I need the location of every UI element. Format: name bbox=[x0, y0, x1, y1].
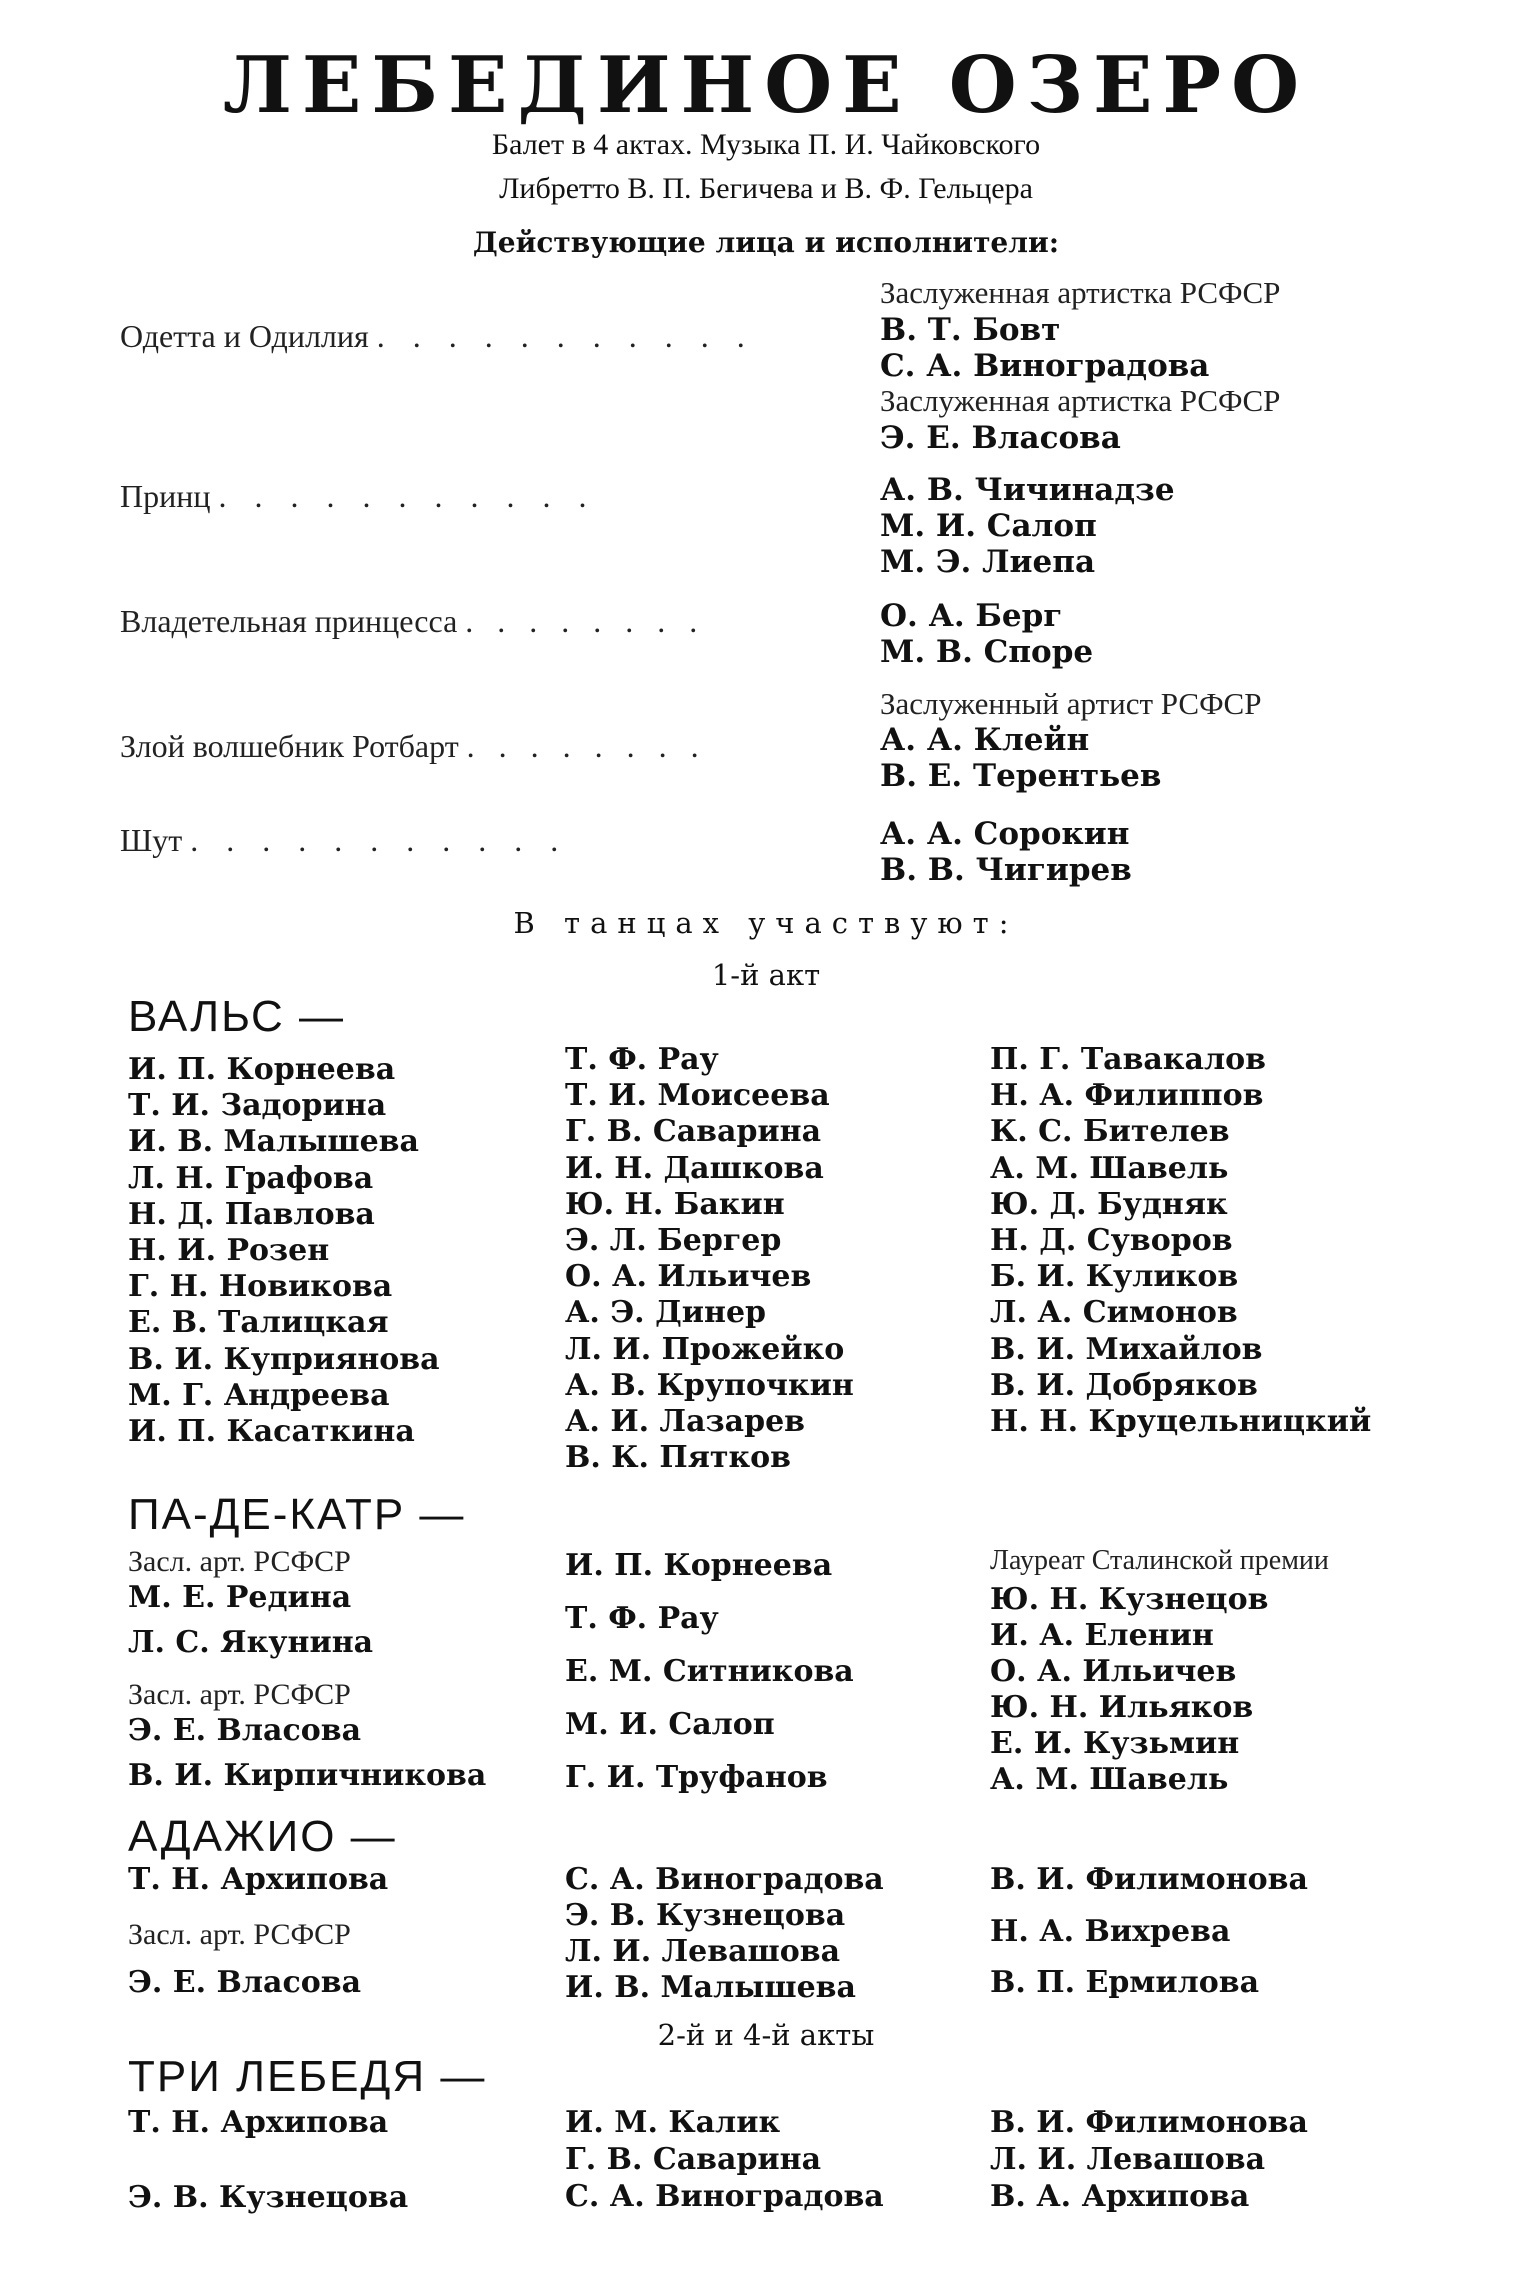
leader-dots: . . . . . . . . . . . bbox=[218, 478, 597, 514]
dancer: Е. И. Кузьмин bbox=[990, 1726, 1240, 1761]
performer: М. И. Салоп bbox=[880, 508, 1097, 544]
cast-heading: Действующие лица и исполнители: bbox=[472, 226, 1060, 259]
dance-title: ВАЛЬС — bbox=[128, 992, 345, 1041]
dancer: С. А. Виноградова bbox=[565, 2179, 884, 2214]
dancer: Т. И. Задорина bbox=[128, 1088, 387, 1124]
dancer: Ю. Н. Кузнецов bbox=[990, 1582, 1269, 1617]
dance-title: ТРИ ЛЕБЕДЯ — bbox=[128, 2052, 487, 2101]
subtitle-libretto: Либретто В. П. Бегичева и В. Ф. Гельцера bbox=[499, 172, 1033, 205]
dancer: И. П. Корнеева bbox=[565, 1548, 833, 1583]
performer: В. Е. Терентьев bbox=[880, 758, 1162, 794]
dancer: И. В. Малышева bbox=[128, 1124, 419, 1160]
dancer: Т. Ф. Рау bbox=[565, 1042, 719, 1077]
dancer: В. И. Михайлов bbox=[990, 1331, 1263, 1367]
performer: О. А. Берг bbox=[880, 598, 1063, 634]
performer: М. В. Споре bbox=[880, 634, 1094, 670]
dancer: И. М. Калик bbox=[565, 2105, 781, 2140]
dancer: А. М. Шавель bbox=[990, 1762, 1229, 1797]
subtitle-music: Балет в 4 актах. Музыка П. И. Чайковского bbox=[491, 128, 1041, 161]
dancer: Н. Д. Павлова bbox=[128, 1196, 375, 1232]
dancer: Ю. Д. Будняк bbox=[990, 1186, 1228, 1222]
dancer: Т. И. Моисеева bbox=[565, 1078, 830, 1114]
dancer: Э. В. Кузнецова bbox=[128, 2180, 409, 2215]
dancer: К. С. Бителев bbox=[990, 1114, 1230, 1150]
dancer: А. И. Лазарев bbox=[565, 1404, 806, 1439]
dancer: Н. Д. Суворов bbox=[990, 1223, 1233, 1258]
act-heading: 1-й акт bbox=[711, 958, 821, 992]
dancer: Т. Н. Архипова bbox=[128, 1862, 389, 1897]
dancer: С. А. Виноградова bbox=[565, 1862, 884, 1897]
performer: Э. Е. Власова bbox=[880, 420, 1121, 456]
dancer: А. Э. Динер bbox=[565, 1295, 767, 1331]
dance-title: АДАЖИО — bbox=[128, 1812, 397, 1861]
performer: С. А. Виноградова bbox=[880, 348, 1210, 384]
dancer: Н. А. Филиппов bbox=[990, 1078, 1264, 1114]
performer: В. Т. Бовт bbox=[880, 312, 1061, 348]
role-name: Шут bbox=[120, 822, 183, 858]
dancer: Г. В. Саварина bbox=[565, 2142, 822, 2177]
dancer: П. Г. Тавакалов bbox=[990, 1042, 1266, 1077]
role-rotbart bbox=[120, 728, 707, 765]
dancer: Г. И. Труфанов bbox=[565, 1760, 828, 1795]
dancer: Т. Ф. Рау bbox=[565, 1601, 719, 1636]
dancer: И. В. Малышева bbox=[565, 1970, 856, 2005]
dancer: О. А. Ильичев bbox=[565, 1259, 812, 1295]
dancer: М. Г. Андреева bbox=[128, 1377, 390, 1413]
dancer: Н. Н. Круцельницкий bbox=[990, 1404, 1372, 1439]
dancer: И. П. Касаткина bbox=[128, 1414, 415, 1449]
role-prince bbox=[120, 478, 596, 515]
dancer: В. А. Архипова bbox=[990, 2179, 1250, 2214]
dancer: Т. Н. Архипова bbox=[128, 2105, 389, 2140]
dancer: М. Е. Редина bbox=[128, 1580, 352, 1615]
dance-title: ПА-ДЕ-КАТР — bbox=[128, 1490, 466, 1539]
dancer: Л. И. Левашова bbox=[990, 2142, 1266, 2177]
role-name: Одетта и Одиллия bbox=[120, 318, 369, 354]
dancer: В. И. Кирпичникова bbox=[128, 1758, 487, 1793]
dancer: А. В. Крупочкин bbox=[565, 1367, 854, 1403]
honor-title: Лауреат Сталинской премии bbox=[990, 1545, 1329, 1576]
dancer: В. И. Куприянова bbox=[128, 1341, 440, 1377]
role-jester bbox=[120, 822, 568, 859]
dancer: Э. В. Кузнецова bbox=[565, 1898, 846, 1933]
honor-title: Засл. арт. РСФСР bbox=[128, 1918, 351, 1951]
dancer: И. Н. Дашкова bbox=[565, 1150, 824, 1186]
honor-title: Засл. арт. РСФСР bbox=[128, 1678, 351, 1711]
leader-dots: . . . . . . . . bbox=[466, 728, 707, 764]
dancer: М. И. Салоп bbox=[565, 1707, 775, 1742]
dancer: Ю. Н. Бакин bbox=[565, 1186, 785, 1222]
leader-dots: . . . . . . . . bbox=[465, 603, 706, 639]
performer: В. В. Чигирев bbox=[880, 852, 1132, 888]
performer: А. А. Сорокин bbox=[880, 816, 1130, 852]
performer: М. Э. Лиепа bbox=[880, 544, 1096, 580]
dancer: Л. И. Левашова bbox=[565, 1934, 841, 1969]
dancer: Э. Е. Власова bbox=[128, 1965, 362, 2000]
leader-dots: . . . . . . . . . . . bbox=[190, 822, 569, 858]
dance-heading: В танцах участвуют: bbox=[513, 906, 1019, 940]
dancer: Ю. Н. Ильяков bbox=[990, 1690, 1254, 1725]
dancer: Л. А. Симонов bbox=[990, 1295, 1238, 1331]
dancer: Г. Н. Новикова bbox=[128, 1269, 393, 1305]
dancer: В. И. Филимонова bbox=[990, 2105, 1308, 2140]
dancer: Л. С. Якунина bbox=[128, 1625, 374, 1660]
dancer: А. М. Шавель bbox=[990, 1150, 1229, 1186]
dancer: В. К. Пятков bbox=[565, 1440, 792, 1476]
role-name: Принц bbox=[120, 478, 211, 514]
act-heading: 2-й и 4-й акты bbox=[657, 2018, 875, 2052]
honor-title: Заслуженная артистка РСФСР bbox=[880, 275, 1281, 310]
dancer: О. А. Ильичев bbox=[990, 1654, 1237, 1689]
dancer: Э. Л. Бергер bbox=[565, 1223, 782, 1258]
dancer: И. А. Еленин bbox=[990, 1618, 1214, 1653]
dancer: Е. М. Ситникова bbox=[565, 1654, 854, 1689]
dancer: В. П. Ермилова bbox=[990, 1965, 1260, 2000]
role-odetta bbox=[120, 318, 755, 355]
role-princess bbox=[120, 603, 705, 640]
dancer: Е. В. Талицкая bbox=[128, 1305, 389, 1341]
dancer: Э. Е. Власова bbox=[128, 1713, 362, 1748]
page-title: ЛЕБЕДИНОЕ ОЗЕРО bbox=[222, 40, 1310, 131]
dancer: Г. В. Саварина bbox=[565, 1114, 822, 1150]
dancer: В. И. Филимонова bbox=[990, 1862, 1308, 1897]
dancer: Н. И. Розен bbox=[128, 1233, 330, 1268]
honor-title: Заслуженный артист РСФСР bbox=[880, 686, 1262, 721]
role-name: Владетельная принцесса bbox=[120, 603, 458, 639]
role-name: Злой волшебник Ротбарт bbox=[120, 728, 459, 764]
honor-title: Заслуженная артистка РСФСР bbox=[880, 383, 1281, 418]
dancer: И. П. Корнеева bbox=[128, 1052, 396, 1087]
performer: А. А. Клейн bbox=[880, 722, 1090, 758]
performer: А. В. Чичинадзе bbox=[880, 472, 1175, 508]
dancer: Л. Н. Графова bbox=[128, 1160, 374, 1196]
honor-title: Засл. арт. РСФСР bbox=[128, 1545, 351, 1578]
dancer: Б. И. Куликов bbox=[990, 1259, 1239, 1295]
leader-dots: . . . . . . . . . . . bbox=[376, 318, 755, 354]
dancer: Л. И. Прожейко bbox=[565, 1331, 845, 1367]
dancer: Н. А. Вихрева bbox=[990, 1914, 1231, 1949]
dancer: В. И. Добряков bbox=[990, 1367, 1258, 1403]
